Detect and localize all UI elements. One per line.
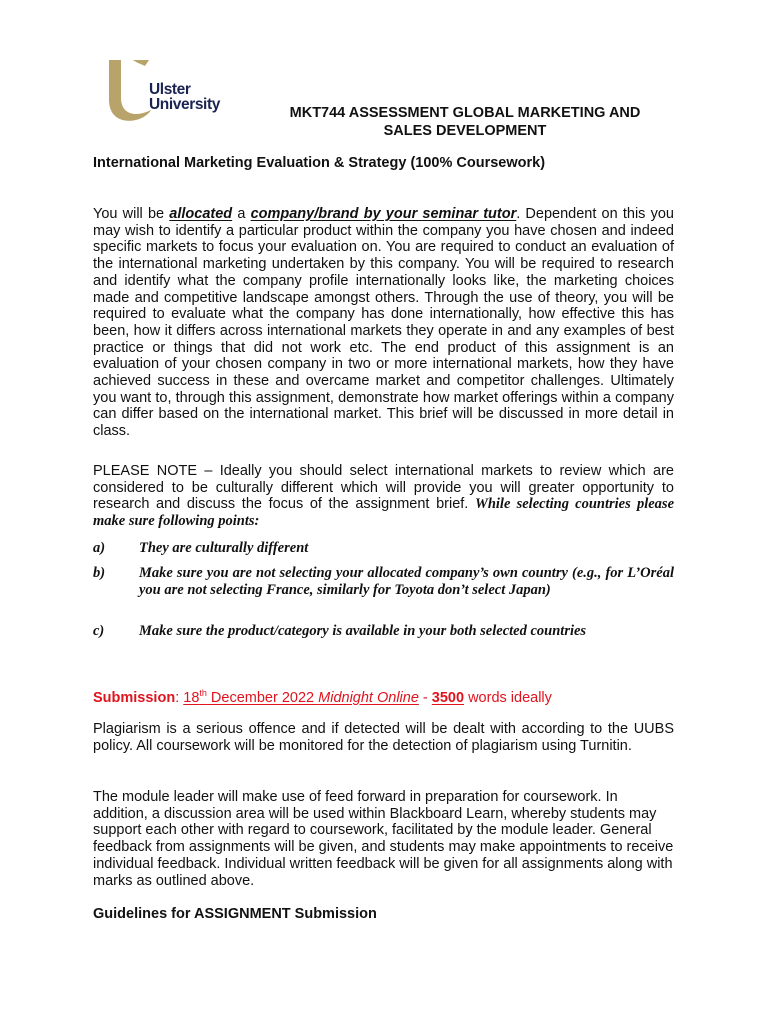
paragraph-brief (93, 206, 674, 440)
list-item (93, 623, 674, 640)
logo-line1: Ulster (149, 81, 191, 98)
text: PLEASE NOTE – Ideally you should select international markets to review which are considered to be culturally different which will provide you will greater opportunity to research and discuss the focus of the assignment brief. (93, 463, 674, 513)
title-line1: MKT744 ASSESSMENT GLOBAL MARKETING AND (289, 105, 641, 121)
text: a (232, 206, 251, 222)
list-item (93, 565, 674, 598)
paragraph-plagiarism: Plagiarism is a serious offence and if detected will be dealt with according to the UUBS policy. All coursework will be monitored for the detection of plagiarism using Turnitin. (93, 721, 674, 754)
list-marker: b) (93, 565, 106, 581)
submission-label: Submission (93, 689, 176, 706)
text: December 2022 (206, 689, 319, 706)
list-item (93, 540, 674, 557)
list-text: Make sure the product/category is available in your both selected countries (139, 623, 587, 639)
submission-line (93, 688, 552, 706)
list-text: Make sure you are not selecting your allocated company’s own country (e.g., for L’Oréal you are not selecting France, similarly for Toyota don’t select Japan) (139, 565, 674, 598)
text: You will be (93, 206, 170, 222)
text: 18 (183, 689, 200, 706)
word-count: 3500 (431, 689, 465, 706)
title-line2: SALES DEVELOPMENT (383, 123, 547, 139)
text: . Dependent on this you may wish to identify a particular product within the company you have chosen and indeed specific markets to focus your evaluation on. You are required to conduct an evaluation of the international marketing undertaken by this company. You will be required to research and identify what the company profile internationally looks like, the marketing choices made and competitive landscape amongst others. Through the use of theory, you will be required to evaluate what the company has done internationally, how effective this has been, how it differs across international markets they operate in and any examples of best practice or things that did not work etc. The end product of this assignment is an evaluation of your chosen company in two or more international markets, how they have achieved success in these and overcame market and competitor challenges. Ultimately you want to, through this assignment, demonstrate how market offerings within a company can differ based on the international market. This brief will be discussed in more detail in class. (93, 206, 674, 440)
submission-date (183, 690, 419, 706)
list-marker: a) (93, 540, 106, 556)
guidelines-heading: Guidelines for ASSIGNMENT Submission (93, 906, 377, 922)
company-brand-emphasis: company/brand by your seminar tutor (250, 206, 517, 222)
allocated-emphasis: allocated (169, 206, 233, 222)
subtitle: International Marketing Evaluation & Strategy (100% Coursework) (93, 155, 546, 171)
text: - (418, 689, 432, 706)
paragraph-note (93, 463, 674, 530)
text: : (175, 689, 184, 706)
text: Midnight Online (318, 689, 419, 706)
document-title (250, 104, 680, 140)
list-text: They are culturally different (139, 540, 309, 556)
logo-line2: University (149, 96, 220, 113)
list-marker: c) (93, 623, 105, 639)
selection-emphasis: While selecting countries please make sure following points: (93, 496, 675, 530)
text: words ideally (464, 689, 552, 706)
paragraph-feedback: The module leader will make use of feed forward in preparation for coursework. In addition, a discussion area will be used within Blackboard Learn, whereby students may support each other with regard to coursework, facilitated by the module leader. General feedback from assignments will be given, and students may make appointments to receive individual feedback. Individual written feedback will be given for all assignments along with marks as outlined above. (93, 789, 674, 889)
text: th (199, 688, 207, 698)
ulster-university-logo (105, 58, 235, 126)
